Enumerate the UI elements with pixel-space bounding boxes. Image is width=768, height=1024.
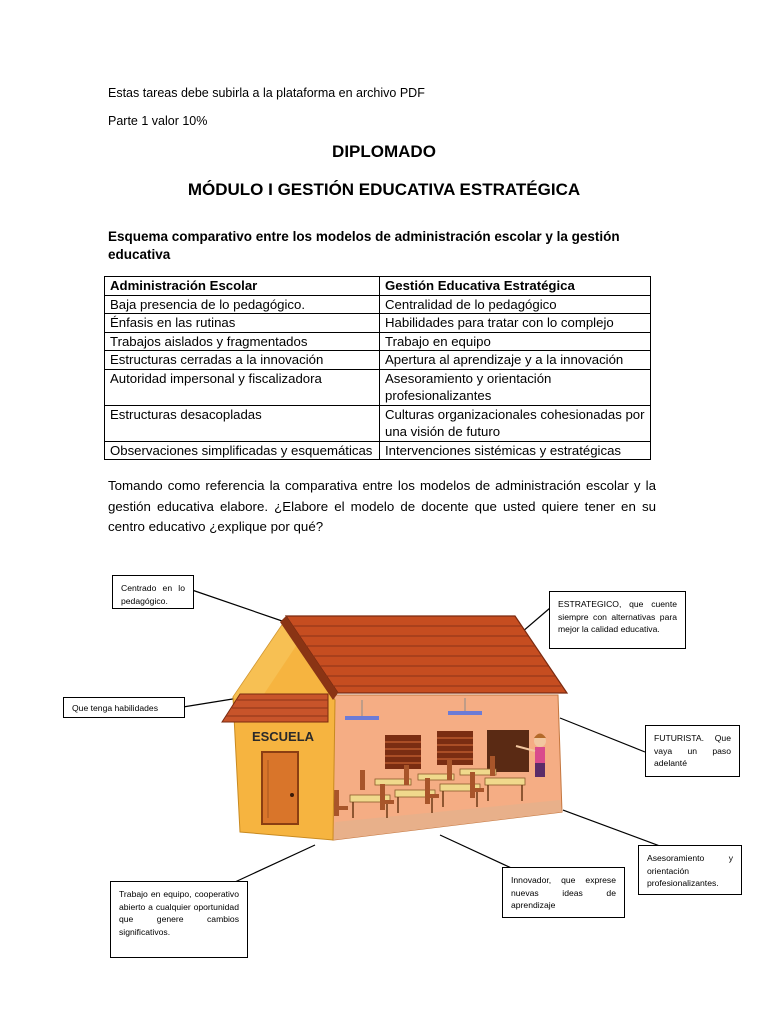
comparison-intro: Esquema comparativo entre los modelos de administración escolar y la gestión educativa xyxy=(108,229,620,262)
classroom-window-left xyxy=(385,735,421,769)
school-sign-text: ESCUELA xyxy=(251,729,315,744)
question-text: Tomando como referencia la comparativa entre los modelos de administración escolar y la gestión educativa elabore. ¿Elabore el modelo de docente que usted quiere tener en su centro educativo ¿explique por qué? xyxy=(108,478,656,534)
table-cell: Estructuras cerradas a la innovación xyxy=(105,351,380,370)
document-title: DIPLOMADO xyxy=(332,142,436,161)
school-door xyxy=(262,752,298,824)
callout-futurista: FUTURISTA. Que vaya un paso adelanté xyxy=(645,725,740,777)
table-cell: Culturas organizacionales cohesionadas por una visión de futuro xyxy=(380,405,651,441)
table-cell: Énfasis en las rutinas xyxy=(105,314,380,333)
table-cell: Intervenciones sistémicas y estratégicas xyxy=(380,441,651,460)
table-cell: Centralidad de lo pedagógico xyxy=(380,295,651,314)
callout-trabajo-equipo: Trabajo en equipo, cooperativo abierto a cualquier oportunidad que genere cambios significativos. xyxy=(110,881,248,958)
callout-innovador: Innovador, que exprese nuevas ideas de aprendizaje xyxy=(502,867,625,918)
table-cell: Estructuras desacopladas xyxy=(105,405,380,441)
header-admin-escolar: Administración Escolar xyxy=(105,277,380,296)
callout-habilidades: Que tenga habilidades xyxy=(63,697,185,718)
module-subtitle: MÓDULO I GESTIÓN EDUCATIVA ESTRATÉGICA xyxy=(187,180,581,199)
callout-estrategico: ESTRATEGICO, que cuente siempre con alternativas para mejor la calidad educativa. xyxy=(549,591,686,649)
table-cell: Habilidades para tratar con lo complejo xyxy=(380,314,651,333)
table-cell: Autoridad impersonal y fiscalizadora xyxy=(105,369,380,405)
callout-asesoramiento: Asesoramiento y orientación profesionalizantes. xyxy=(638,845,742,895)
header-gestion-educativa: Gestión Educativa Estratégica xyxy=(380,277,651,296)
classroom-window-right xyxy=(437,731,473,765)
instruction-text: Estas tareas debe subirla a la plataforma en archivo PDF xyxy=(108,86,425,100)
callout-pedagogico: Centrado en lo pedagógico. xyxy=(112,575,194,609)
table-cell: Asesoramiento y orientación profesionalizantes xyxy=(380,369,651,405)
table-cell: Observaciones simplificadas y esquemáticas xyxy=(105,441,380,460)
table-cell: Baja presencia de lo pedagógico. xyxy=(105,295,380,314)
table-cell: Trabajo en equipo xyxy=(380,332,651,351)
table-cell: Apertura al aprendizaje y a la innovación xyxy=(380,351,651,370)
table-cell: Trabajos aislados y fragmentados xyxy=(105,332,380,351)
part-value-text: Parte 1 valor 10% xyxy=(108,114,208,128)
